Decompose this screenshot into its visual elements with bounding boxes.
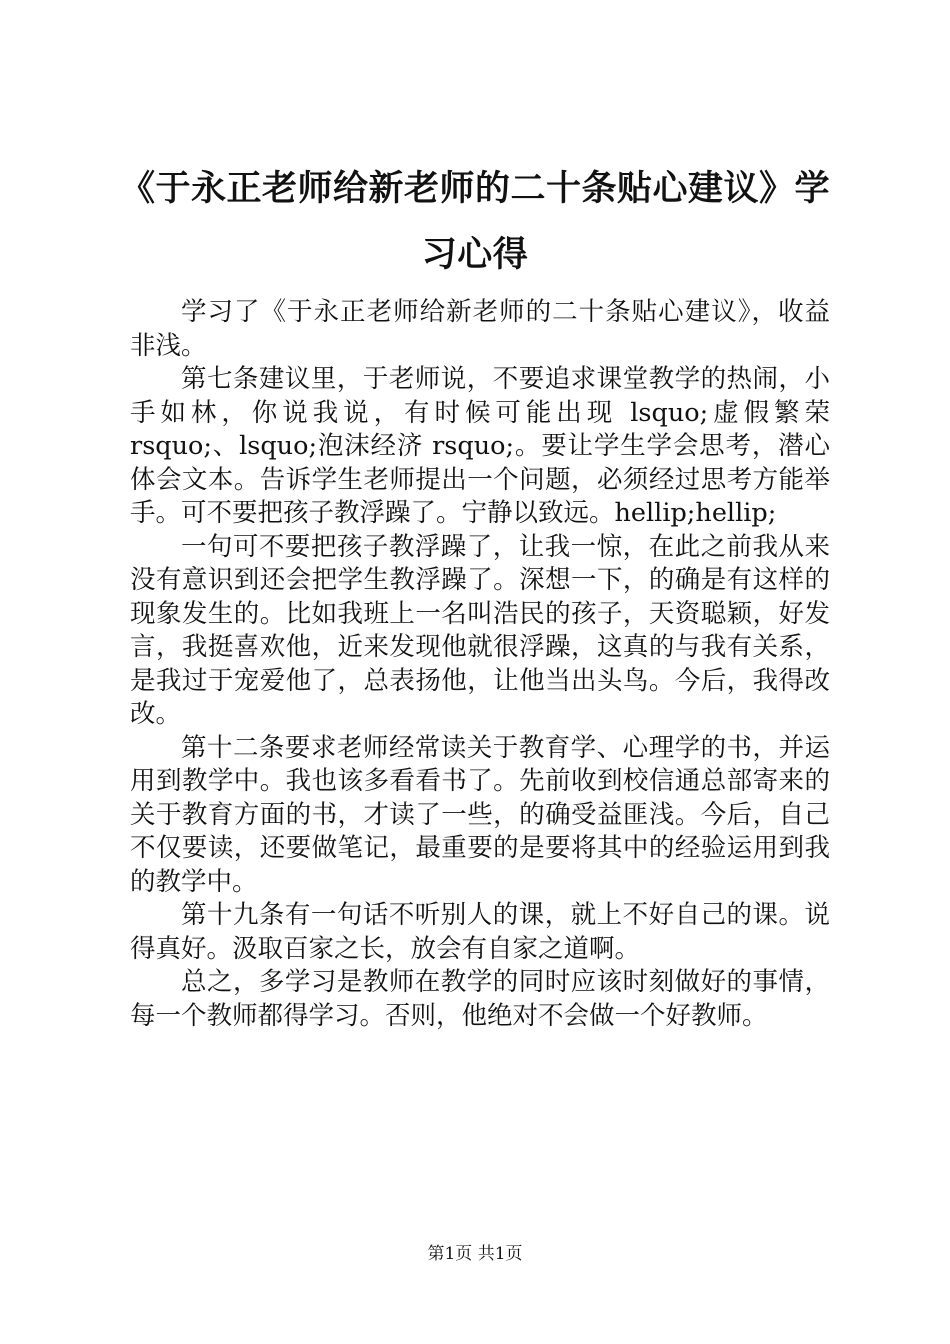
paragraph-6: 总之，多学习是教师在教学的同时应该时刻做好的事情，每一个教师都得学习。否则，他绝对不会做一个好教师。	[130, 967, 830, 1031]
paragraph-3: 一句可不要把孩子教浮躁了，让我一惊，在此之前我从来没有意识到还会把学生教浮躁了。深想一下，的确是有这样的现象发生的。比如我班上一名叫浩民的孩子，天资聪颖，好发言，我挺喜欢他，近来发现他就很浮躁，这真的与我有关系，是我过于宠爱他了，总表扬他，让他当出头鸟。今后，我得改改。	[130, 531, 830, 729]
page-footer: 第1页 共1页	[427, 1244, 523, 1264]
document-title: 《于永正老师给新老师的二十条贴心建议》学习心得	[120, 169, 831, 275]
document-body	[130, 296, 830, 1033]
paragraph-4: 第十二条要求老师经常读关于教育学、心理学的书，并运用到教学中。我也该多看看书了。先前收到校信通总部寄来的关于教育方面的书，才读了一些，的确受益匪浅。今后，自己不仅要读，还要做笔记，最重要的是要将其中的经验运用到我的教学中。	[130, 732, 830, 897]
paragraph-1: 学习了《于永正老师给新老师的二十条贴心建议》，收益非浅。	[130, 297, 830, 361]
paragraph-5: 第十九条有一句话不听别人的课，就上不好自己的课。说得真好。汲取百家之长，放会有自家之道啊。	[130, 900, 830, 964]
paragraph-2: 第七条建议里，于老师说，不要追求课堂教学的热闹，小手如林，你说我说，有时候可能出现 lsquo;虚假繁荣rsquo;、lsquo;泡沫经济 rsquo;。要让学生学会思考，潜心体会文本。告诉学生老师提出一个问题，必须经过思考方能举手。可不要把孩子教浮躁了。宁静以致远。hellip;hellip;	[130, 364, 830, 528]
